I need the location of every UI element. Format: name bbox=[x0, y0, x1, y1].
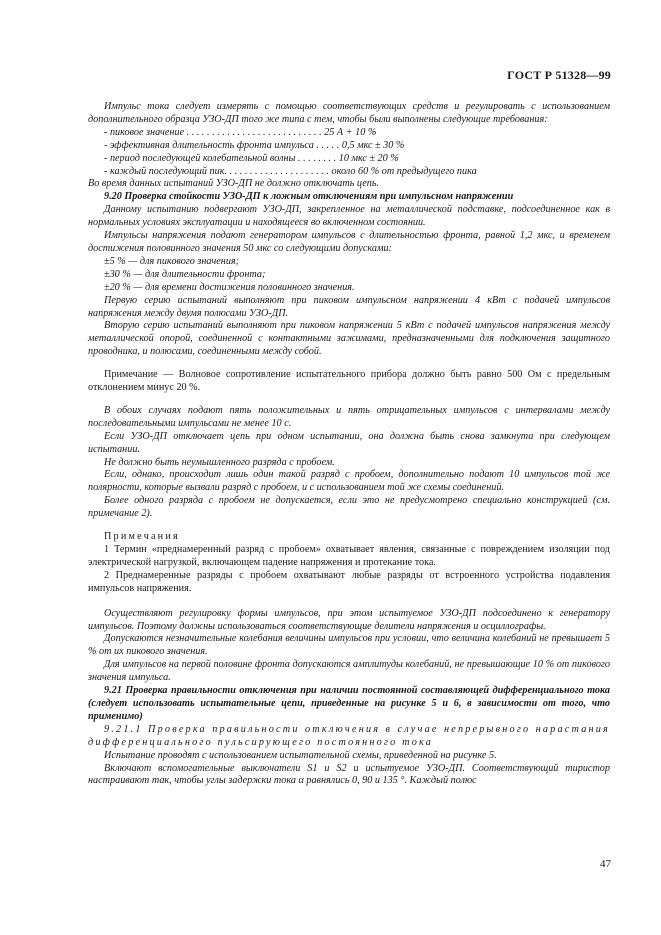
requirement-item bbox=[88, 153, 610, 166]
note: 1 Термин «преднамеренный разряд с пробоем» охватывает явления, связанные с повреждением изоляции под электрической нагрузкой, включающем падение напряжения и протекание тока. bbox=[88, 544, 610, 568]
paragraph: Первую серию испытаний выполняют при пиковом импульсном напряжении 4 кВт с подачей импульсов напряжения между двумя полюсами УЗО-ДП. bbox=[88, 294, 610, 319]
paragraph: Допускаются незначительные колебания величины импульсов при условии, что величина колебаний не превышает 5 % от их пикового значения. bbox=[88, 633, 610, 658]
section-heading: 9.20 Проверка стойкости УЗО-ДП к ложным отключениям при импульсном напряжении bbox=[104, 191, 514, 203]
requirement-item bbox=[88, 140, 610, 153]
requirement-label: - период последующей колебательной волны . . . . . . . . bbox=[104, 152, 337, 164]
tolerance-item: ±30 % — для длительности фронта; bbox=[104, 268, 266, 280]
requirement-value: 10 мкс ± 20 % bbox=[338, 152, 399, 164]
standard-header: ГОСТ Р 51328—99 bbox=[507, 68, 611, 82]
requirement-value: 0,5 мкс ± 30 % bbox=[341, 139, 405, 151]
note: Примечание — Волновое сопротивление испытательного прибора должно быть равно 500 Ом с предельным отклонением минус 20 %. bbox=[88, 369, 610, 394]
note: 2 Преднамеренные разряды с пробоем охватывают любые разряды от встроенного устройства подавления импульсов напряжения. bbox=[88, 569, 610, 594]
paragraph: В обоих случаях подают пять положительных и пять отрицательных импульсов с интервалами между последовательными импульсами не менее 10 с. bbox=[88, 404, 610, 429]
requirement-item bbox=[88, 127, 610, 140]
requirement-value: 25 А + 10 % bbox=[324, 126, 377, 138]
requirement-label: - пиковое значение . . . . . . . . . . . . . . . . . . . . . . . . . . . bbox=[104, 126, 322, 138]
requirement-item bbox=[88, 166, 610, 179]
paragraph: Не должно быть неумышленного разряда с пробоем. bbox=[104, 456, 335, 468]
paragraph: Испытание проводят с использованием испытательной схемы, приведенной на рисунке 5. bbox=[104, 749, 497, 761]
paragraph: Более одного разряда с пробоем не допускается, если это не предусмотрено специально конструкцией (см. примечание 2). bbox=[88, 495, 610, 520]
paragraph: Включают вспомогательные выключатели S1 и S2 и испытуемое УЗО-ДП. Соответствующий тиристор настраивают так, чтобы углы задержки тока α равнялись 0, 90 и 135 °. Каждый полюс bbox=[88, 762, 610, 787]
requirement-value: около 60 % от предыдущего пика bbox=[331, 165, 477, 177]
paragraph: Для импульсов на первой половине фронта допускаются амплитуды колебаний, не превышающие 10 % от пикового значения импульса. bbox=[88, 659, 610, 684]
paragraph: Если, однако, происходит лишь один такой разряд с пробоем, дополнительно подают 10 импульсов той же полярности, которые вызвали разряд с пробоем, и с использованием той же схемы соединений. bbox=[88, 469, 610, 494]
requirement-label: - эффективная длительность фронта импульса . . . . . bbox=[104, 139, 340, 151]
notes-heading: Примечания bbox=[104, 531, 180, 543]
page-number: 47 bbox=[600, 858, 611, 870]
paragraph: Импульсы напряжения подают генератором импульсов с длительностью фронта, равной 1,2 мкс, и временем достижения половинного значения 50 мкс со следующими допусками: bbox=[88, 230, 610, 254]
requirement-label: - каждый последующий пик. . . . . . . . . . . . . . . . . . . . . bbox=[104, 165, 329, 177]
paragraph: Осуществляют регулировку формы импульсов, при этом испытуемое УЗО-ДП подсоединено к генератору импульсов. Поэтому должны использоваться соответствующие делители напряжения и осциллографы. bbox=[88, 607, 610, 632]
document-body bbox=[88, 101, 610, 788]
paragraph: Во время данных испытаний УЗО-ДП не должно отключать цепь. bbox=[88, 178, 380, 190]
paragraph: Данному испытанию подвергают УЗО-ДП, закрепленное на металлической подставке, подсоединенное как в нормальных условиях эксплуатации и находящееся во включенном состоянии. bbox=[88, 204, 610, 229]
paragraph: Если УЗО-ДП отключает цепь при одном испытании, она должна быть снова замкнута при следующем испытании. bbox=[88, 430, 610, 455]
section-heading: 9.21 Проверка правильности отключения при наличии постоянной составляющей дифференциального тока (следует использовать испытательные цепи, приведенные на рисунке 5 и 6, в зависимости от того, что применимо) bbox=[88, 685, 610, 722]
tolerance-item: ±5 % — для пикового значения; bbox=[104, 255, 240, 267]
paragraph: Импульс тока следует измерять с помощью соответствующих средств и регулировать с использованием дополнительного образца УЗО-ДП того же типа с тем, чтобы были выполнены следующие требования: bbox=[88, 101, 610, 125]
subsection-heading: 9.21.1 Проверка правильности отключения в случае непрерывного нарастания дифференциального пульсирующего постоянного тока bbox=[88, 723, 610, 748]
paragraph: Вторую серию испытаний выполняют при пиковом напряжении 5 кВт с подачей импульсов напряжения между металлической опорой, соединенной с контактными зажимами, предназначенными для подключения защитного проводника, и полюсами, соединенными между собой. bbox=[88, 320, 610, 358]
tolerance-item: ±20 % — для времени достижения половинного значения. bbox=[104, 281, 355, 293]
